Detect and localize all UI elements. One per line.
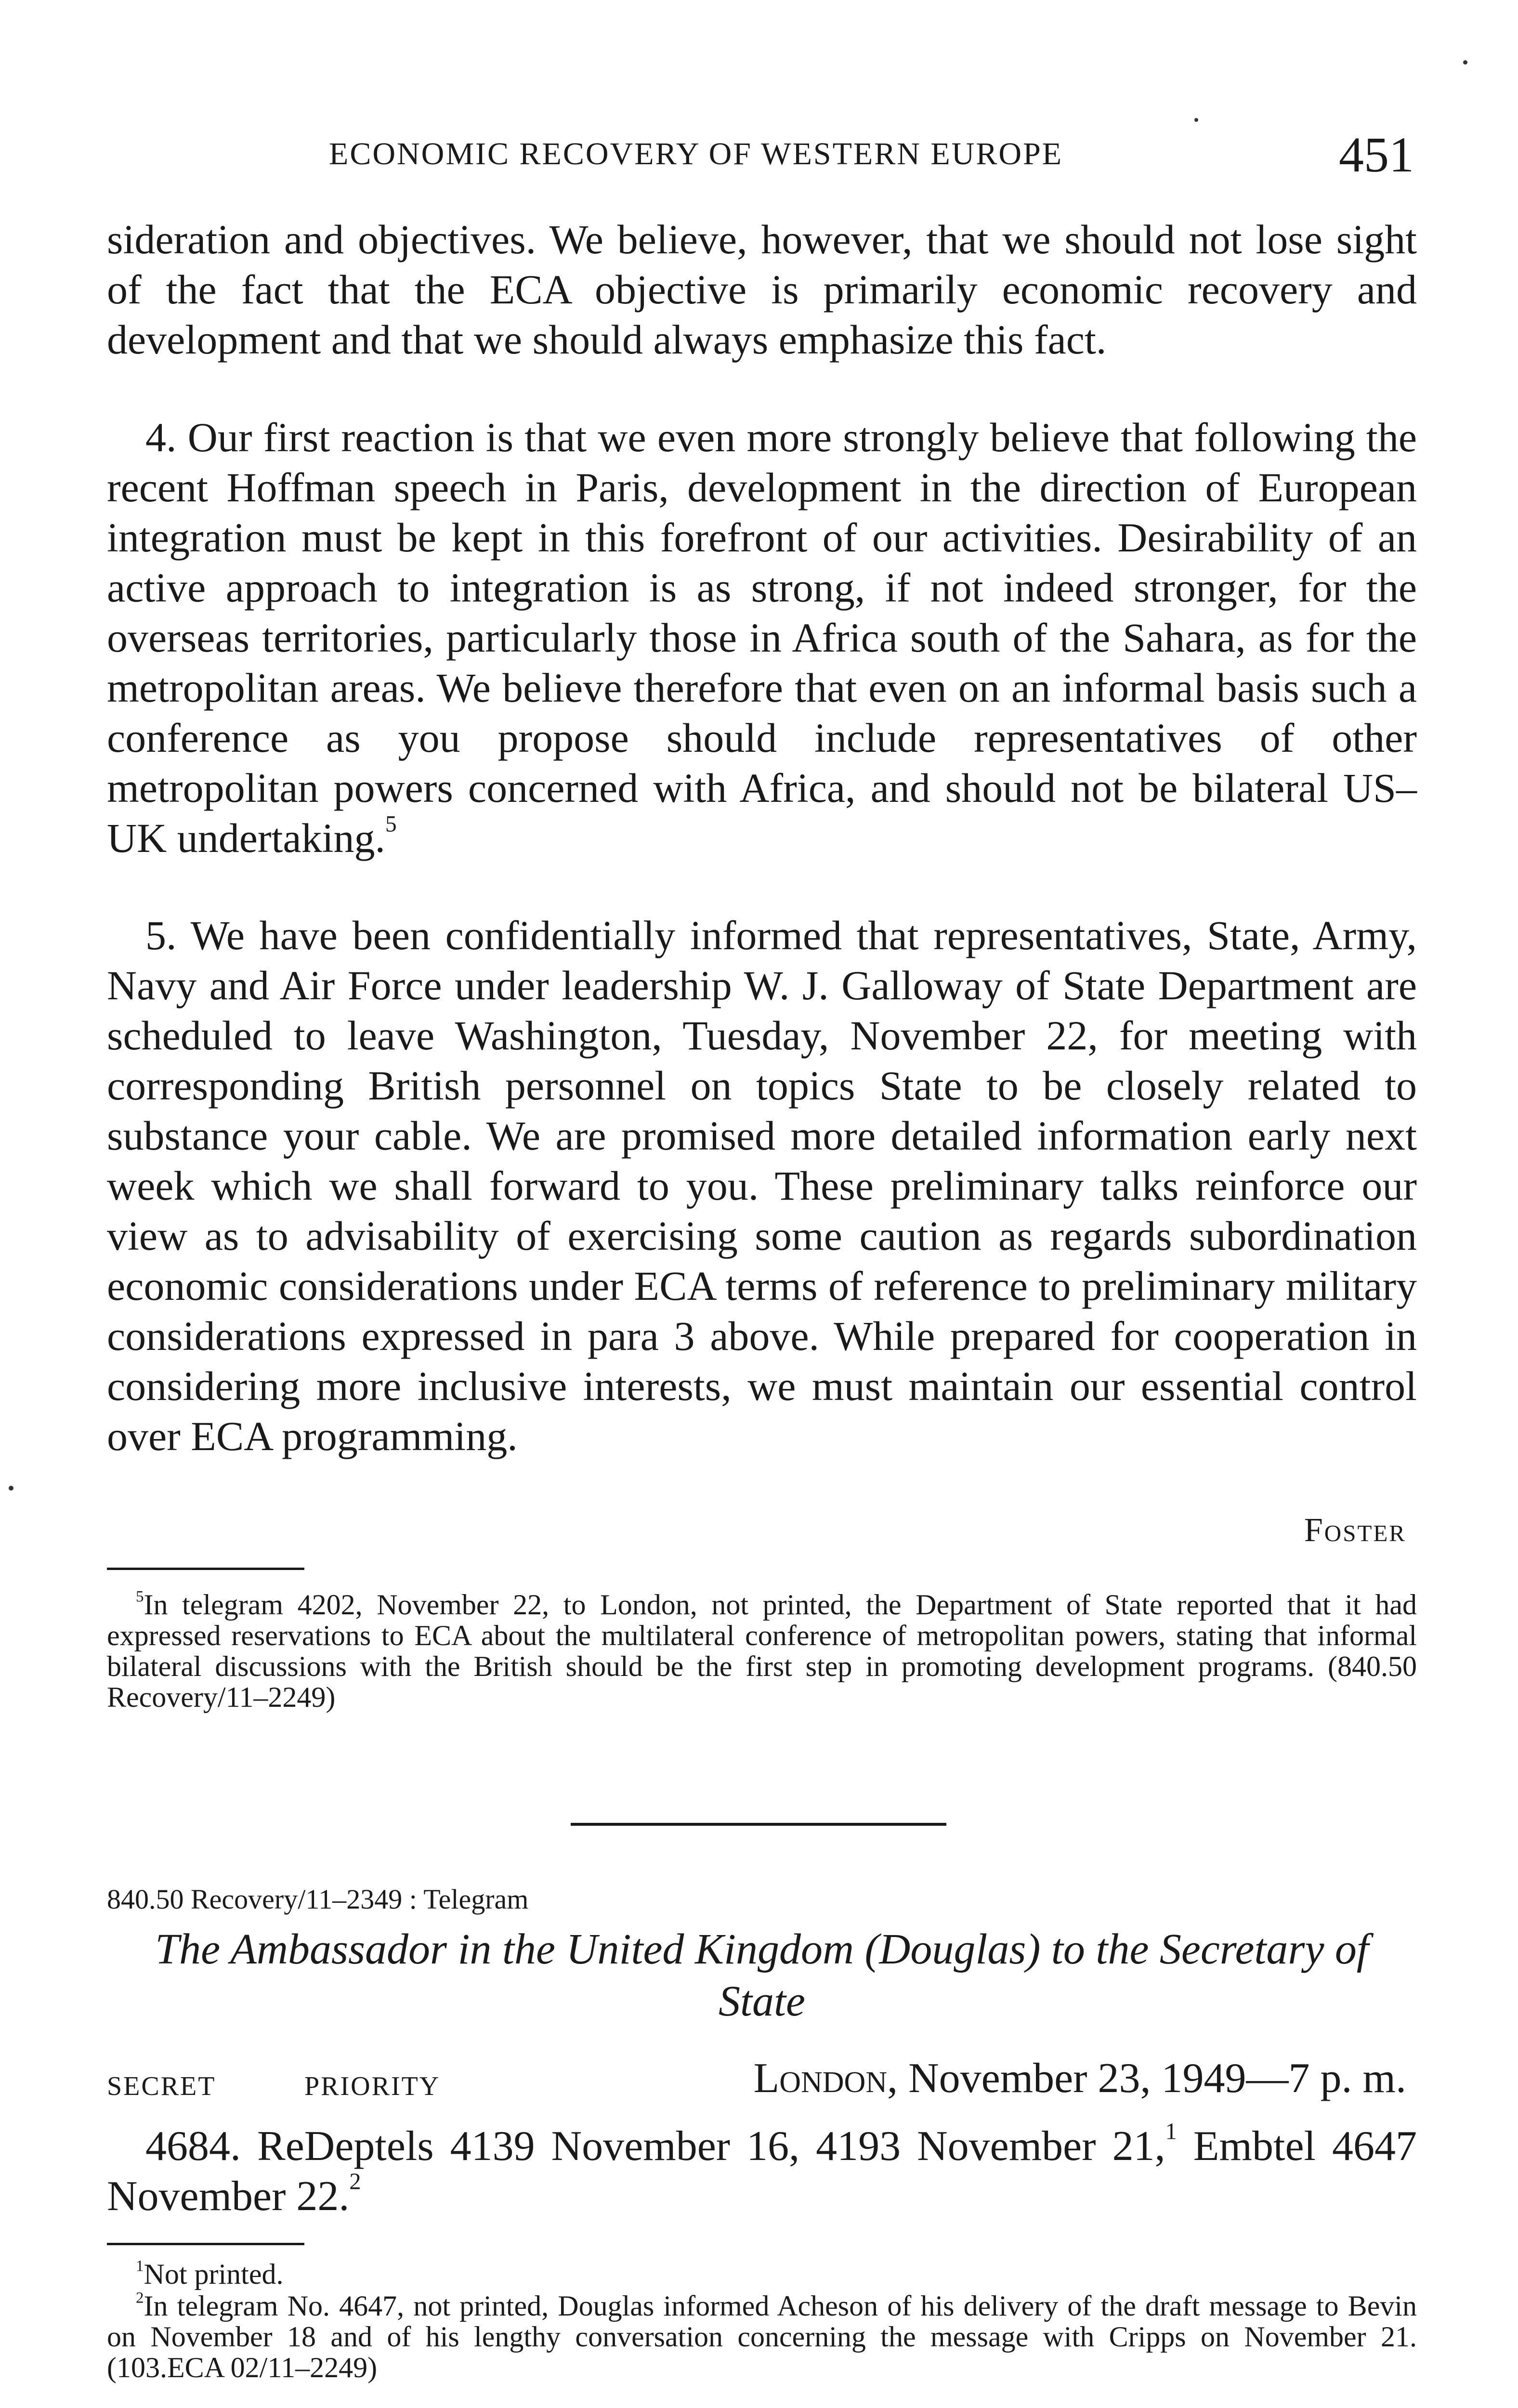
telegram-text (107, 2121, 1417, 2222)
classification: SECRET (107, 2071, 216, 2101)
footnote-ref-2: 2 (349, 2169, 361, 2195)
dateline (753, 2054, 1406, 2103)
dateline-place: London, (753, 2055, 898, 2102)
telegram-text-part1: 4684. ReDeptels 4139 November 16, 4193 November 21, (145, 2123, 1165, 2170)
document-title: The Ambassador in the United Kingdom (Douglas) to the Secretary of State (155, 1925, 1369, 2025)
footnote-5-text: In telegram 4202, November 22, to London, not printed, the Department of State reported that it had expressed reservations to ECA about the multilateral conference of metropolitan powers, stating that informal bilateral discussions with the British should be the first step in promoting development programs. (840.50 Recovery/11–2249) (107, 1589, 1417, 1713)
precedence: PRIORITY (304, 2071, 441, 2101)
footnote-2 (107, 2290, 1417, 2383)
footnote-1-marker: 1 (136, 2257, 144, 2275)
footnote-ref-5: 5 (385, 811, 397, 837)
footnote-5 (107, 1589, 1417, 1713)
continued-paragraph: sideration and objectives. We believe, however, that we should not lose sight of the fact that the ECA objective is primarily economic recovery and development and that we should always emphasize this fact. (107, 216, 1417, 363)
footnote-2-marker: 2 (136, 2289, 144, 2307)
scan-speck (9, 1486, 13, 1491)
scan-speck (1463, 60, 1467, 65)
paragraph-4 (107, 412, 1417, 863)
scan-speck (1194, 118, 1198, 122)
footnote-1 (107, 2259, 1417, 2290)
footnote-2-text: In telegram No. 4647, not printed, Douglas informed Acheson of his delivery of the draft message to Bevin on November 18 and of his lengthy conversation concerning the message with Cripps on November 21. (103.ECA 02/11–2249) (107, 2290, 1417, 2383)
dateline-date: November 23, 1949—7 p. m. (908, 2055, 1406, 2102)
footnote-1-text: Not printed. (144, 2258, 284, 2290)
paragraph-4-text: 4. Our first reaction is that we even more strongly believe that following the recent Hoffman speech in Paris, development in the direction of European integration must be kept in this forefront of our activities. Desirability of an active approach to integration is as strong, if not indeed stronger, for the overseas territories, particularly those in Africa south of the Sahara, as for the metropolitan areas. We believe therefore that even on an informal basis such a conference as you propose should include representatives of other metropolitan powers concerned with Africa, and should not be bilateral US–UK undertaking. (107, 414, 1417, 861)
page-number: 451 (1339, 127, 1414, 183)
footnote-divider-2 (107, 2243, 304, 2245)
telegram-text-part2: Embtel 4647 November 22. (107, 2123, 1417, 2220)
paragraph-5: 5. We have been confidentially informed that representatives, State, Army, Navy and Air Force under leadership W. J. Galloway of State Department are scheduled to leave Washington, Tuesday, November 22, for meeting with corresponding British personnel on topics State to be closely related to substance your cable. We are promised more detailed information early next week which we shall forward to you. These preliminary talks reinforce our view as to advisability of exercising some caution as regards subordination economic considerations under ECA terms of reference to preliminary military considerations expressed in para 3 above. While prepared for cooperation in considering more inclusive interests, we must maintain our essential control over ECA programming. (107, 912, 1417, 1459)
signature: Foster (1304, 1512, 1406, 1549)
footnote-5-marker: 5 (136, 1588, 144, 1606)
footnote-divider (107, 1568, 304, 1570)
footnote-ref-1: 1 (1165, 2119, 1177, 2145)
running-header: ECONOMIC RECOVERY OF WESTERN EUROPE (329, 136, 1063, 171)
section-divider (571, 1823, 946, 1826)
file-reference: 840.50 Recovery/11–2349 : Telegram (107, 1884, 529, 1915)
